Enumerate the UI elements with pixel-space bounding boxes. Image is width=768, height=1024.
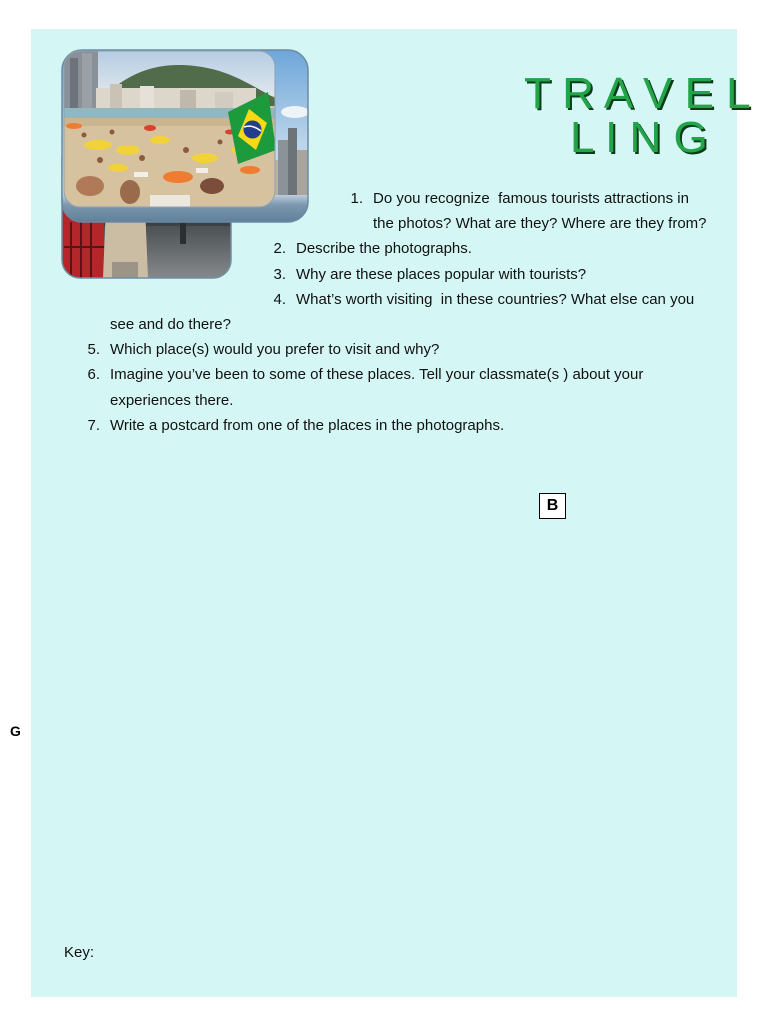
- beach-person: [97, 157, 103, 163]
- question-2: [0, 236, 768, 261]
- question-3: [0, 262, 768, 287]
- question-text: Do you recognize famous tourists attractions in: [373, 190, 689, 207]
- city-building: [288, 128, 297, 195]
- key-label: Key:: [64, 944, 95, 961]
- question-text: Describe the photographs.: [296, 240, 472, 258]
- question-1-continued: [0, 211, 768, 236]
- photo-beach: [64, 51, 276, 207]
- beach-umbrella: [144, 125, 156, 131]
- question-number: 2.: [273, 240, 286, 258]
- beach-umbrella: [84, 140, 112, 150]
- beach-building: [70, 58, 78, 113]
- question-number: 3.: [273, 265, 286, 283]
- side-letter: G: [10, 723, 21, 739]
- question-text: Write a postcard from one of the places in the photographs.: [110, 416, 505, 434]
- title-line-1: T R A V E L: [524, 69, 751, 118]
- beach-person: [139, 155, 145, 161]
- beach-building: [140, 86, 154, 110]
- label-box: [539, 493, 566, 519]
- title-line-2: L I N G: [570, 113, 708, 162]
- beach-chair: [134, 172, 148, 177]
- question-text: the photos? What are they? Where are they from?: [373, 215, 707, 233]
- question-4-continued: [0, 312, 768, 337]
- question-text: Why are these places popular with tourists?: [296, 265, 587, 283]
- beach-building: [180, 90, 196, 110]
- question-number: 4.: [273, 290, 286, 308]
- city-cloud: [281, 106, 309, 118]
- beach-chair: [196, 168, 208, 173]
- question-1: [0, 186, 768, 211]
- question-7: [0, 413, 768, 438]
- beach-umbrella: [163, 171, 193, 183]
- beach-person: [183, 147, 189, 153]
- beach-building: [215, 92, 233, 110]
- beach-umbrella: [192, 153, 218, 163]
- beach-person: [110, 130, 115, 135]
- beach-umbrella: [116, 145, 140, 155]
- question-text: experiences there.: [110, 391, 234, 409]
- beach-person: [218, 140, 223, 145]
- beach-umbrella: [240, 166, 260, 174]
- beach-umbrella: [150, 136, 170, 144]
- label-box-text: B: [546, 497, 559, 514]
- beach-umbrella: [66, 123, 82, 129]
- question-text: What’s worth visiting in these countries? What else can you: [296, 290, 695, 308]
- question-text: Which place(s) would you prefer to visit and why?: [110, 341, 440, 359]
- question-5: [0, 337, 768, 362]
- question-number: 7.: [87, 416, 100, 434]
- question-4: [0, 287, 768, 312]
- beach-person: [82, 133, 87, 138]
- question-number: 6.: [87, 366, 100, 384]
- beach-building: [64, 51, 98, 113]
- beach-building: [82, 53, 92, 113]
- question-6: [0, 362, 768, 387]
- question-6-continued: [0, 388, 768, 413]
- question-number: 5.: [87, 341, 100, 359]
- question-text: see and do there?: [110, 316, 231, 333]
- question-number: 1.: [350, 190, 363, 207]
- beach-umbrella: [108, 164, 128, 172]
- beach-building: [110, 84, 122, 110]
- question-text: Imagine you’ve been to some of these places. Tell your classmate(s ) about your: [110, 366, 644, 384]
